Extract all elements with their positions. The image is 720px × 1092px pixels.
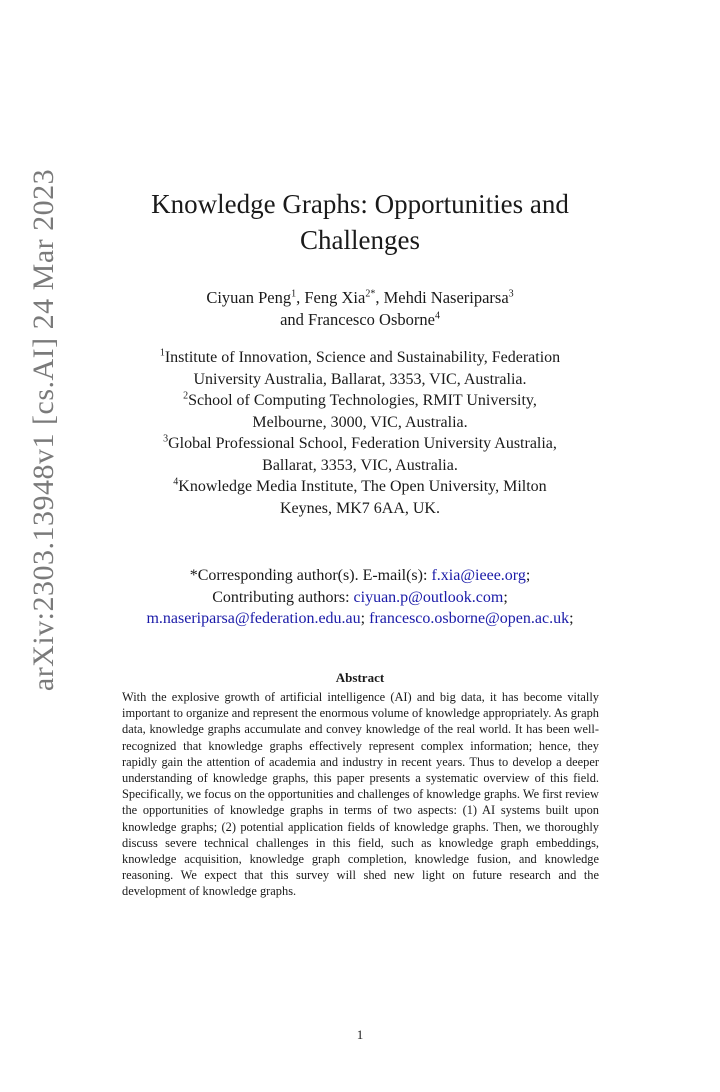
author-name: Mehdi Naseriparsa [383, 288, 509, 307]
title-line-2: Challenges [300, 225, 420, 255]
affiliation [100, 347, 620, 390]
author-mark: 2* [365, 288, 376, 300]
authors-connector: and [280, 310, 304, 329]
arxiv-stamp-text: arXiv:2303.13948v1 [cs.AI] 24 Mar 2023 [27, 168, 60, 692]
author-list: Ciyuan Peng$^1$, Feng Xia$^{2*}$, Mehdi Naseriparsa$^3$ and Francesco Osborne$^4$ [206, 288, 514, 329]
paper-title [120, 186, 600, 258]
contributing-email-link[interactable]: ciyuan.p@outlook.com [353, 588, 504, 606]
abstract-text: With the explosive growth of artificial intelligence (AI) and big data, it has become vitally important to organize and represent the enormous volume of knowledge appropriately. As graph data, knowledge graphs accumulate and convey knowledge of the real world. It has been well-recognized that knowledge graphs effectively represent complex information; hence, they rapidly gain the attention of academia and industry in recent years. Thus to develop a deeper understanding of knowledge graphs, this paper presents a systematic overview of this field. Specifically, we focus on the opportunities and challenges of knowledge graphs. We first review the opportunities of knowledge graphs in terms of two aspects: (1) AI systems built upon knowledge graphs; (2) potential application fields of knowledge graphs. Then, we thoroughly discuss severe technical challenges in this field, such as knowledge graph embeddings, knowledge acquisition, knowledge graph completion, knowledge fusion, and knowledge reasoning. We expect that this survey will shed new light on future research and the development of knowledge graphs. [122, 690, 599, 899]
affiliation-line: Keynes, MK7 6AA, UK. [280, 499, 440, 517]
affiliation-line: Ballarat, 3353, VIC, Australia. [262, 456, 458, 474]
affiliation [100, 433, 620, 476]
affiliation-mark: 4 [173, 476, 179, 488]
affiliation [100, 390, 620, 433]
page-number: 1 [356, 1027, 364, 1042]
abstract-heading: Abstract [335, 670, 385, 685]
affiliation-line: Knowledge Media Institute, The Open University, Milton [178, 478, 547, 495]
author-name: Feng Xia [304, 288, 366, 307]
correspondence-block: *Corresponding author(s). E-mail(s): f.xia@ieee.org; Contributing authors: ciyuan.p@outlook.com; m.naseriparsa@federation.edu.au; francesco.osborne@open.ac.uk; [146, 567, 574, 627]
contributing-email-link[interactable]: francesco.osborne@open.ac.uk [369, 610, 570, 627]
title-line-1: Knowledge Graphs: Opportunities and [151, 189, 569, 219]
corresponding-email-link[interactable]: f.xia@ieee.org [431, 567, 526, 584]
contributing-email-link[interactable]: m.naseriparsa@federation.edu.au [146, 610, 361, 627]
affiliation [100, 476, 620, 519]
affiliation-line: University Australia, Ballarat, 3353, VIC, Australia. [193, 370, 527, 388]
author-mark: 1 [291, 288, 297, 300]
affiliation-mark: 3 [163, 433, 169, 445]
contributing-prefix: Contributing authors: [212, 588, 350, 606]
affiliation-mark: 1 [159, 347, 165, 359]
corresponding-prefix: *Corresponding author(s). E-mail(s): [189, 567, 428, 584]
affiliation-list [100, 347, 620, 519]
affiliation-line: Global Professional School, Federation University Australia, [168, 435, 557, 452]
affiliation-line: Melbourne, 3000, VIC, Australia. [252, 413, 468, 431]
author-mark: 4 [434, 310, 440, 322]
author-name: Francesco Osborne [308, 310, 435, 329]
affiliation-line: School of Computing Technologies, RMIT University, [188, 392, 537, 409]
author-mark: 3 [508, 288, 514, 300]
affiliation-mark: 2 [183, 390, 189, 402]
affiliation-line: Institute of Innovation, Science and Sustainability, Federation [164, 349, 561, 366]
author-name: Ciyuan Peng [206, 288, 292, 307]
